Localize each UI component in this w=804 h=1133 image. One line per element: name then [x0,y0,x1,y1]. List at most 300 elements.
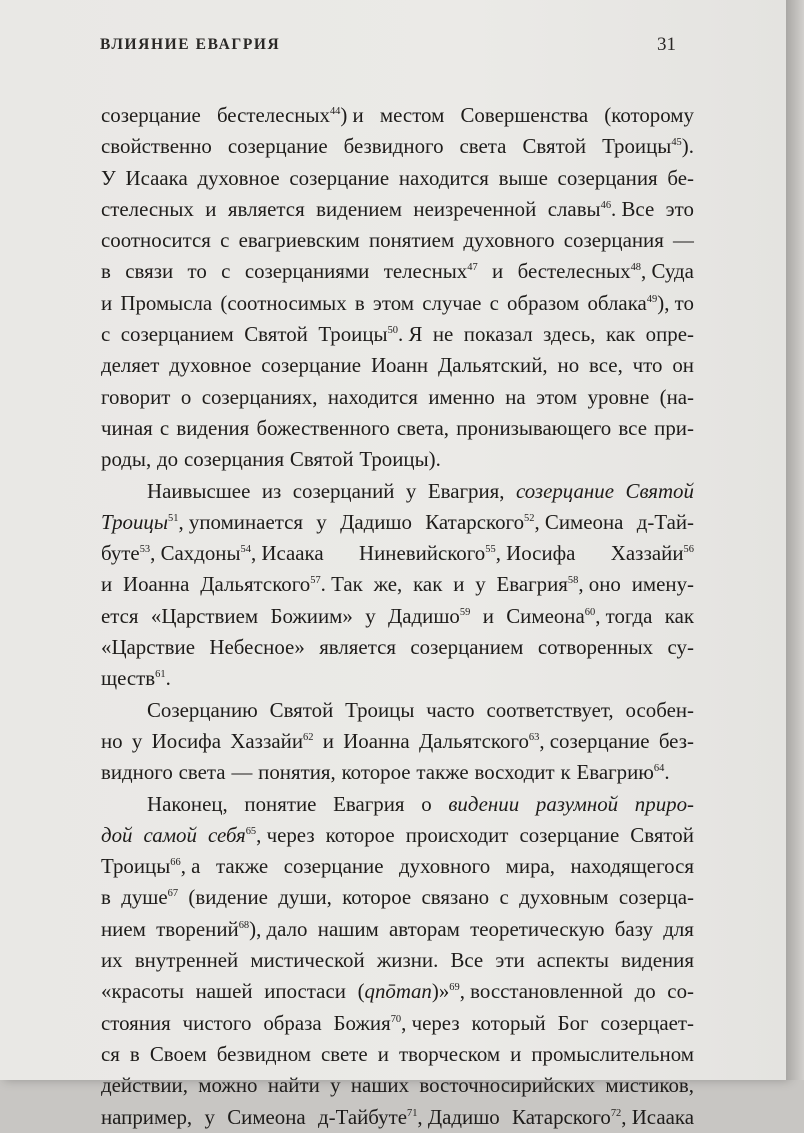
word: нашим [317,916,379,941]
word: и [377,1041,389,1066]
footnote-ref: 44 [329,106,341,118]
word: мира, [505,854,556,879]
word-group [460,100,588,131]
word: Промысла [120,290,213,315]
footnote-ref: 48 [630,262,642,274]
word-group [630,820,694,851]
word: это [665,196,694,221]
word-group [123,569,189,600]
word-group [101,757,173,788]
word: созерцание [289,165,390,190]
word: Дальятского [418,728,529,753]
text-line [101,256,694,287]
footnote-ref: 60 [584,606,596,618]
word: их [101,948,123,973]
word-group [475,757,555,788]
word-group [518,256,694,287]
word-group [121,882,178,913]
word: понятие [244,791,317,816]
text-line [101,1070,694,1101]
word-group [181,382,191,413]
word: божественного [256,415,390,440]
word: и [510,1041,522,1066]
word: без- [658,728,694,753]
word: Евагрия [333,791,405,816]
word: нием [101,916,146,941]
word: , Иосифа [495,541,576,566]
word: чиная [101,415,153,440]
word: созерцанием [410,635,524,660]
page-number: 31 [657,34,676,55]
word: Троицы [602,134,672,159]
word: Иоанна [123,572,190,597]
footnote-ref: 54 [240,544,251,556]
word: Троицы [345,697,415,722]
text-line [101,444,694,475]
word-group [330,1070,340,1101]
word-group [388,601,470,632]
word: бе- [667,165,694,190]
word: ся [101,1041,120,1066]
word: света [459,134,507,159]
word-group [560,757,570,788]
text-line [101,319,694,350]
word-group [121,319,234,350]
footnote-ref: 61 [155,669,166,681]
word-group [120,288,212,319]
footnote-ref: 47 [467,262,478,274]
word-group [101,319,110,350]
word: Своем [149,1041,207,1066]
word-group [506,601,652,632]
word: для [663,916,694,941]
word: на [505,384,526,409]
text-line [101,726,694,757]
word: находится [398,165,489,190]
word: как [664,603,694,628]
text-line [101,288,694,319]
word: образом [507,290,580,315]
word: жизни. [376,948,439,973]
word: Троицы [318,322,388,347]
text-line [101,789,694,820]
footnote-ref: 62 [303,732,314,744]
word: , оно [578,572,621,597]
footnote-ref: 46 [600,200,612,212]
word-group [202,382,318,413]
word: . Все [611,196,655,221]
word: созерцаниях, [201,384,318,409]
word: Святой [244,322,308,347]
word: базу [614,916,653,941]
word-group [188,256,207,287]
word: , Симеона [534,509,624,534]
word: которое [342,885,412,910]
word-group [342,882,411,913]
word: , Исаака [621,1104,694,1129]
italic-text: разумной [535,791,619,816]
footnote-ref: 51 [168,513,179,525]
word: духовное [197,165,280,190]
word-group [428,382,494,413]
word: свойственно [101,134,212,159]
word-group [543,319,595,350]
word-group [101,569,112,600]
word-group [374,569,403,600]
word-group [667,976,694,1007]
word-group [230,726,313,757]
word-group [130,1039,140,1070]
word: духовного [399,854,491,879]
word-group [499,882,508,913]
word-group [101,632,195,663]
word-group [205,194,216,225]
text-line [101,538,694,569]
word: но [557,353,580,378]
word: говорит [101,384,171,409]
word: , тогда [595,603,653,628]
word: ( [357,979,365,1004]
word: действии, [101,1073,188,1098]
word: же, [373,572,403,597]
word-group [262,476,281,507]
word-group [456,413,611,444]
word: выше [498,165,548,190]
word-group [507,288,579,319]
word: созерцания [183,447,285,472]
word: творений [156,916,239,941]
word-group [355,288,365,319]
word-group [606,319,635,350]
footnote-ref: 65 [245,826,257,837]
word-group [605,1070,694,1101]
footnote-ref: 56 [683,544,694,556]
word-group [101,914,146,945]
text-line [101,194,694,225]
word-group [101,131,212,162]
word-group [464,319,533,350]
word-group [626,476,694,507]
word: , Дадишо [417,1104,500,1129]
word-group [318,914,379,945]
word-group [101,288,112,319]
word-group [422,288,481,319]
word-group [377,945,438,976]
word: о [180,384,192,409]
word-group [654,413,694,444]
word: также [416,760,469,785]
word-group [588,382,650,413]
word-group [217,1039,311,1070]
word-group [101,413,153,444]
word: теоретическую [470,916,605,941]
word-group [416,757,468,788]
word: созерцание [227,134,328,159]
word-group [618,413,647,444]
word-group [422,882,490,913]
word: но [101,728,123,753]
word: связано [421,885,490,910]
word-group [345,695,414,726]
word: у [365,603,376,628]
word-group [244,319,308,350]
word-group [101,225,211,256]
word-group [419,1070,595,1101]
word-group [512,1102,694,1133]
word-group [144,820,197,851]
word: которое [341,760,411,785]
word: Евагрия [496,572,568,597]
word: творческом [398,1041,501,1066]
word-group [319,632,396,663]
word: )» [431,979,450,1004]
word-group [160,413,169,444]
word-group [558,350,580,381]
word: Все [450,948,484,973]
word-group [589,350,623,381]
text-line [101,1039,694,1070]
footnote-ref: 59 [459,606,471,618]
footnote-ref: 66 [170,857,181,869]
text-line [101,976,694,1007]
word-group [410,632,523,663]
word-group [245,256,370,287]
word-group [135,945,238,976]
word: Дадишо [388,603,460,628]
word-group [344,131,444,162]
word-group [334,1008,460,1039]
footnote-ref: 50 [387,325,399,337]
word: Наивысшее [147,478,251,503]
word-group [197,163,279,194]
word-group [637,507,694,538]
word: созерцание [101,103,201,127]
word: . [165,666,171,691]
word: безвидном [216,1041,311,1066]
word-group [673,225,694,256]
word: созерцание [519,822,620,847]
word: Катарского [425,509,525,534]
word-group [323,726,334,757]
word: Небесное» [209,635,305,660]
word: имену- [631,572,694,597]
word: Троицы [101,854,171,879]
word-group [147,476,250,507]
word-group [426,695,474,726]
word: с [489,290,499,315]
footnote-ref: 69 [449,982,460,994]
word: видения [176,415,250,440]
text-line [101,1008,694,1039]
text-line [101,476,694,507]
word-group [101,100,201,131]
word: су- [667,635,694,660]
word-group [289,163,389,194]
word-group [486,695,613,726]
word: Евагрия, [427,478,505,503]
word-group [615,914,653,945]
text-line [101,601,694,632]
italic-text: приро- [634,791,694,816]
word-group [256,413,389,444]
text-line [101,914,694,945]
word: можно [198,1073,258,1098]
word-group [359,538,575,569]
word-group [132,726,142,757]
word-group [659,726,694,757]
text-line [101,163,694,194]
word: Симеона [506,603,585,628]
word: случае [422,290,482,315]
word-group [147,695,258,726]
italic-text: Троицы [101,509,169,534]
word-group [413,569,442,600]
word-group [101,882,111,913]
running-head: ВЛИЯНИЕ ЕВАГРИЯ [100,36,281,53]
word: с [101,322,111,347]
word: ется [101,603,139,628]
word: особен- [625,697,694,722]
word-group [101,194,194,225]
word-group [587,288,694,319]
text-line [101,131,694,162]
word-group [516,476,614,507]
word: , упоминается [178,509,303,534]
word-group [156,914,307,945]
word-group [438,350,548,381]
word: до [157,447,179,472]
word-group [519,820,619,851]
word-group [378,1039,389,1070]
word-group [558,1008,589,1039]
word-group [101,1039,120,1070]
footnote-ref: 55 [485,544,496,556]
word: у [204,1104,215,1129]
word-group [270,695,334,726]
word: все [618,415,647,440]
word: Наконец, [147,791,228,816]
word-group [200,569,363,600]
word: Божия [333,1010,391,1035]
word: при- [654,415,694,440]
footnote-ref: 53 [139,544,151,556]
word-group [231,757,252,788]
word: , восстановленной [459,979,623,1004]
text-line [101,382,694,413]
word: наших [350,1073,410,1098]
word-group [351,1070,409,1101]
word-group [369,225,454,256]
word-group [633,350,663,381]
word-group [264,976,346,1007]
word-group [221,256,230,287]
word-group [157,444,178,475]
footnote-ref: 63 [528,732,540,744]
word: соответствует, [486,697,614,722]
word-group [406,820,509,851]
word: света [178,760,226,785]
word: деляет [101,353,160,378]
word-group [169,350,251,381]
word: д-Тайбуте [318,1104,407,1129]
word: и [492,259,504,284]
word: внутренней [134,948,239,973]
word: опре- [645,322,694,347]
word: Созерцанию [147,697,258,722]
word: как [413,572,443,597]
word: все, [589,353,623,378]
word: духовное [169,353,252,378]
word: восточносирийских [419,1073,596,1098]
word: понятия, [258,760,336,785]
word: души, [278,885,332,910]
text-line [101,820,694,851]
word: созерцаниями [244,259,370,284]
word-group [665,601,694,632]
word-group [492,256,503,287]
word: соотносится [101,228,211,253]
word-group [261,350,361,381]
word: Дадишо [340,509,412,534]
word-group [365,601,375,632]
word: с [159,415,170,440]
text-line [101,100,694,131]
word-group [101,945,123,976]
word-group [626,695,694,726]
word: Симеона [227,1104,306,1129]
word-group [667,163,694,194]
word-group [228,131,328,162]
word: , созерцание [539,728,650,753]
word-group [463,225,554,256]
word: Дальятский, [437,353,548,378]
word-group [519,882,608,913]
word-group [318,319,422,350]
word: созерцание [283,854,384,879]
italic-text: видении [448,791,520,816]
word-group [244,789,316,820]
word: , через [256,822,315,847]
word: к [560,760,571,785]
word-group [421,789,431,820]
word-group [328,382,418,413]
word: созерца- [618,885,694,910]
word-group [239,225,360,256]
word: местом [379,103,445,127]
word: о [421,791,432,816]
text-line [101,695,694,726]
word-group [611,538,694,569]
word-group [602,131,694,162]
word: и [482,603,494,628]
word-group [150,1039,207,1070]
page-edge-shadow [786,0,804,1080]
word: душе [121,885,168,910]
word-group [663,914,694,945]
word-group [660,382,694,413]
word: сотворенных [537,635,654,660]
word: Хаззайи [230,728,304,753]
word: стояния [101,1010,171,1035]
word: то [187,259,207,284]
word-group [425,507,623,538]
word: который [471,1010,546,1035]
text-line [101,851,694,882]
word: созерцание [261,353,362,378]
word-group [483,601,494,632]
word-group [384,256,478,287]
word-group [506,851,555,882]
